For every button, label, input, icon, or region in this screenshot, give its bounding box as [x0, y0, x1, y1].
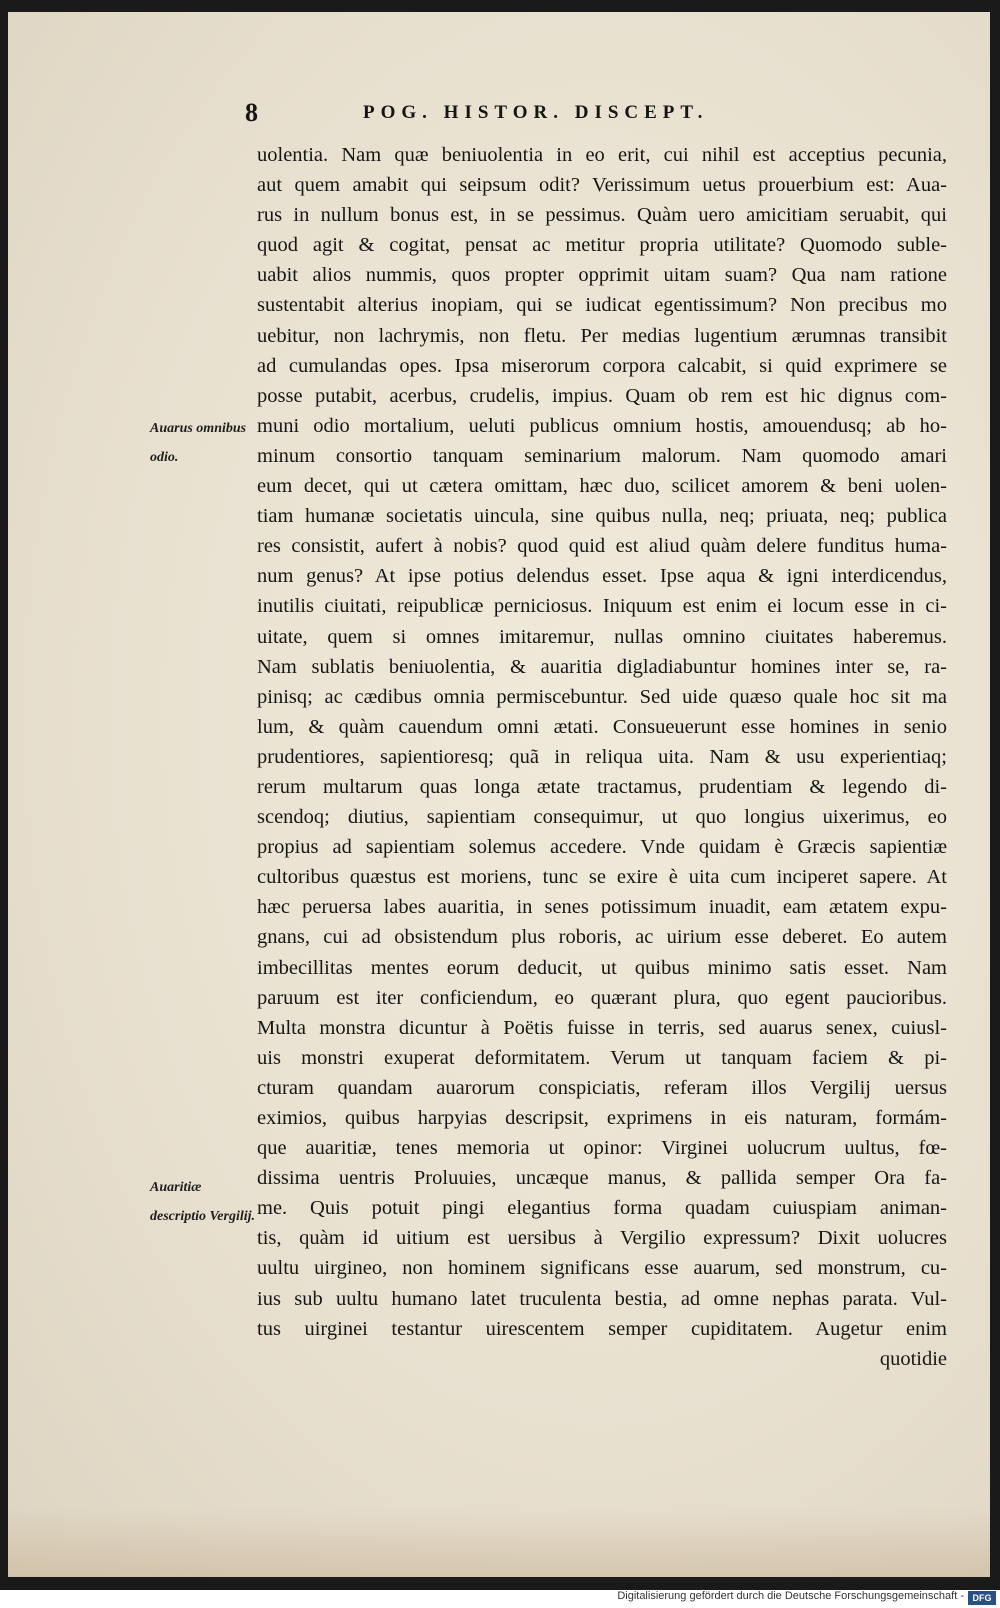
- text-line: ad cumulandas opes. Ipsa miserorum corpora calcabit, si quid exprimere se: [257, 354, 947, 377]
- dfg-logo: DFG: [968, 1591, 996, 1605]
- text-line: imbecillitas mentes eorum deducit, ut quibus minimo satis esset. Nam: [257, 956, 947, 979]
- page-number: 8: [245, 98, 258, 127]
- text-line: inutilis ciuitati, reipublicæ perniciosus. Iniquum est enim ei locum esse in ci-: [257, 595, 947, 618]
- text-line: Multa monstra dicuntur à Poëtis fuisse in terris, sed auarus senex, cuiusl-: [257, 1016, 947, 1039]
- text-line: aut quem amabit qui seipsum odit? Verissimum uetus prouerbium est: Aua-: [257, 174, 947, 197]
- text-line: posse putabit, acerbus, crudelis, impius. Quam ob rem est hic dignus com-: [257, 384, 947, 407]
- text-line: scendoq; diutius, sapientiam consequimur, ut quo longius uixerimus, eo: [257, 806, 947, 829]
- page-header: [245, 98, 945, 132]
- text-line: tus uirginei testantur uirescentem semper cupiditatem. Augetur enim: [257, 1317, 947, 1340]
- text-line: me. Quis potuit pingi elegantius forma quadam cuiuspiam animan-: [257, 1197, 947, 1220]
- text-line: tiam humanæ societatis uincula, sine quibus nulla, neq; priuata, neq; publica: [257, 505, 947, 528]
- text-line: uebitur, non lachrymis, non fletu. Per medias lugentium ærumnas transibit: [257, 324, 947, 347]
- text-line: cturam quandam auarorum conspiciatis, referam illos Vergilij uersus: [257, 1076, 947, 1099]
- text-line: prudentiores, sapientioresq; quã in reliqua uita. Nam & usu experientiaq;: [257, 745, 947, 768]
- text-line: rerum multarum quas longa ætate tractamus, prudentiam & legendo di-: [257, 775, 947, 798]
- text-line: minum consortio tanquam seminarium malorum. Nam quomodo amari: [257, 444, 947, 467]
- text-line: tis, quàm id uitium est uersibus à Vergilio expressum? Dixit uolucres: [257, 1227, 947, 1250]
- text-line: paruum est iter conficiendum, eo quærant plura, quo egent paucioribus.: [257, 986, 947, 1009]
- text-line: propius ad sapientiam solemus accedere. Vnde quidam è Græcis sapientiæ: [257, 836, 947, 859]
- running-title: POG. HISTOR. DISCEPT.: [363, 102, 709, 123]
- marginal-note: Auaritiæ descriptio Vergilij.: [150, 1180, 255, 1224]
- marginal-note: Auarus omnibus odio.: [150, 421, 247, 465]
- text-line: uitate, quem si omnes imitaremur, nullas omnino ciuitates haberemus.: [257, 625, 947, 648]
- text-line: uolentia. Nam quæ beniuolentia in eo erit, cui nihil est acceptius pecunia,: [257, 144, 947, 166]
- text-line: que auaritiæ, tenes memoria ut opinor: Virginei uolucrum uultus, fœ-: [257, 1137, 947, 1160]
- text-line: eximios, quibus harpyias descripsit, exprimens in eis naturam, formám-: [257, 1107, 947, 1129]
- text-line: dissima uentris Proluuies, uncæque manus, & pallida semper Ora fa-: [257, 1167, 947, 1190]
- text-line: rus in nullum bonus est, in se pessimus. Quàm uero amicitiam seruabit, qui: [257, 204, 947, 227]
- text-line: pinisq; ac cædibus omnia permiscebuntur. Sed uide quæso quale hoc sit ma: [257, 685, 947, 708]
- text-line: Nam sublatis beniuolentia, & auaritia digladiabuntur homines inter se, ra-: [257, 655, 947, 678]
- text-line: res consistit, aufert à nobis? quod quid est aliud quàm delere funditus huma-: [257, 535, 947, 558]
- text-line: hæc peruersa labes auaritia, in senes potissimum inuadit, eam ætatem expu-: [257, 896, 947, 919]
- text-line: muni odio mortalium, ueluti publicus omnium hostis, amouendusq; ab ho-: [257, 414, 947, 437]
- page-edge-stain: [8, 1507, 990, 1577]
- text-line: num genus? At ipse potius delendus esset. Ipse aqua & igni interdicendus,: [257, 565, 947, 588]
- text-line: lum, & quàm cauendum omni ætati. Consueuerunt esse homines in senio: [257, 715, 947, 738]
- text-line: uultu uirgineo, non hominem significans esse auarum, sed monstrum, cu-: [257, 1257, 947, 1280]
- text-line: ius sub uultu humano latet truculenta bestia, ad omne nephas parata. Vul-: [257, 1287, 947, 1310]
- text-line: cultoribus quæstus est moriens, tunc se exire è uita cum inciperet sapere. At: [257, 866, 947, 889]
- catchword: quotidie: [879, 1347, 947, 1370]
- text-line: sustentabit alterius inopiam, qui se iudicat egentissimum? Non precibus mo: [257, 294, 947, 317]
- body-text: [257, 140, 947, 1374]
- text-line: gnans, cui ad obsistendum plus roboris, ac uirium esse deberet. Eo autem: [257, 926, 947, 949]
- text-line: quod agit & cogitat, pensat ac metitur propria utilitate? Quomodo suble-: [257, 234, 947, 257]
- digitization-credit: Digitalisierung gefördert durch die Deutsche Forschungsgemeinschaft -: [617, 1590, 964, 1602]
- text-line: eum decet, qui ut cætera omittam, hæc duo, scilicet amorem & beni uolen-: [257, 475, 947, 498]
- text-line: uabit alios nummis, quos propter opprimit uitam suam? Qua nam ratione: [257, 264, 947, 287]
- text-line: uis monstri exuperat deformitatem. Verum ut tanquam faciem & pi-: [257, 1046, 947, 1069]
